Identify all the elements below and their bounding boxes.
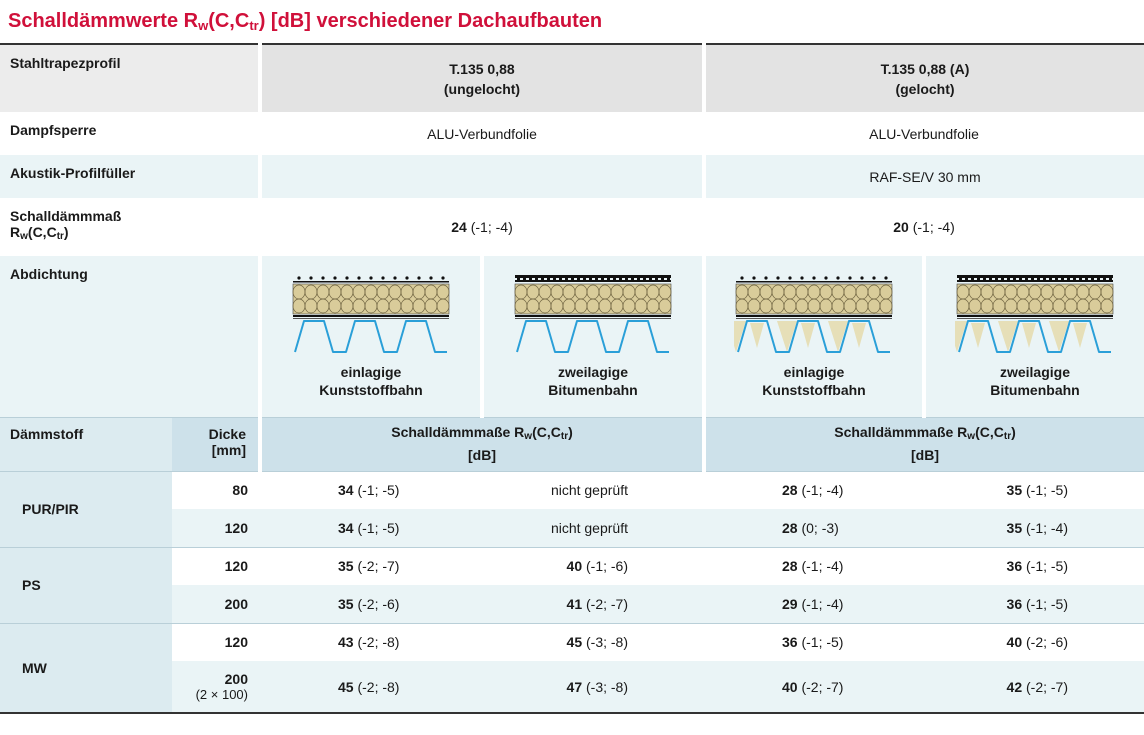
- fastener-dot: [405, 277, 408, 280]
- value-cell: [260, 509, 482, 547]
- value-cell: [924, 471, 1144, 509]
- fastener-dot: [800, 277, 803, 280]
- vapor-barrier-line-2: [957, 318, 1113, 319]
- value-main: 28: [782, 519, 798, 536]
- fastener-dot: [369, 277, 372, 280]
- value-detail: (-3; -8): [582, 678, 628, 695]
- sealing-diagram-cell: [924, 256, 1144, 417]
- value-cell: [704, 585, 924, 623]
- value-detail: (-2; -6): [1022, 634, 1068, 651]
- membrane-dash: [1037, 278, 1040, 280]
- filler-wedge: [750, 323, 764, 348]
- value-detail: (-1; -5): [353, 519, 400, 536]
- sealing-diagram-cell: [260, 256, 482, 417]
- fastener-dot: [884, 277, 887, 280]
- fastener-dot: [776, 277, 779, 280]
- label-acoustic-filler: Akustik-Profilfüller: [0, 155, 260, 198]
- value-detail: (-2; -7): [582, 595, 628, 612]
- membrane-dash: [1067, 278, 1070, 280]
- filler-col2: RAF-SE/V 30 mm: [704, 155, 1144, 198]
- membrane-dash: [1103, 278, 1106, 280]
- fastener-dot: [752, 277, 755, 280]
- sound-insulation-table: [0, 43, 1144, 714]
- row-acoustic-filler: [0, 155, 1144, 198]
- material-name: MW: [0, 623, 172, 713]
- fastener-dot: [824, 277, 827, 280]
- value-main: 40: [566, 558, 583, 575]
- value-main: 35: [338, 558, 354, 575]
- sealing-caption-line1: einlagige: [783, 364, 845, 381]
- sealing-caption-line2: Kunststoffbahn: [762, 382, 866, 399]
- table-row: [0, 471, 1144, 509]
- value-cell: [482, 547, 704, 585]
- sealing-caption: [990, 363, 1079, 399]
- trapezoid-deck: [295, 321, 447, 352]
- membrane-dash: [989, 278, 992, 280]
- value-main: 35: [338, 595, 354, 612]
- membrane-dash: [613, 278, 616, 280]
- filler-wedge: [1022, 323, 1036, 348]
- sealing-caption-line1: zweilagige: [557, 364, 628, 381]
- value-main: 28: [782, 482, 798, 499]
- value-detail: (-1; -4): [797, 482, 844, 499]
- thickness-value: 120: [224, 558, 248, 575]
- thickness-cell: [172, 509, 260, 547]
- sealing-diagram-cell: [704, 256, 924, 417]
- membrane-dash: [577, 278, 580, 280]
- value-cell: [482, 661, 704, 713]
- sealing-diagram: [706, 273, 922, 399]
- vapor-barrier-line-2: [736, 318, 892, 319]
- insulation-values: [0, 471, 1144, 713]
- membrane-dash: [965, 278, 968, 280]
- thickness-cell: [172, 585, 260, 623]
- fastener-dot: [788, 277, 791, 280]
- membrane-dash: [977, 278, 980, 280]
- membrane-dash: [643, 278, 646, 280]
- membrane-layer: [736, 281, 892, 283]
- sealing-caption-line1: einlagige: [340, 364, 402, 381]
- membrane-layer-top: [515, 275, 671, 278]
- value-detail: (0; -3): [797, 519, 839, 536]
- vapor-barrier-line: [736, 315, 892, 317]
- value-cell: [704, 547, 924, 585]
- fastener-dot: [429, 277, 432, 280]
- membrane-fasteners: [740, 277, 887, 280]
- filler-wedge: [1073, 323, 1087, 348]
- sealing-caption-line2: Bitumenbahn: [548, 382, 638, 399]
- membrane-dash: [1091, 278, 1094, 280]
- value-main: 45: [566, 634, 583, 651]
- value-cell: [704, 471, 924, 509]
- membrane-dash: [1031, 278, 1034, 280]
- value-main: 36: [1006, 595, 1023, 612]
- value-cell: [482, 471, 704, 509]
- roof-buildup-diagram: [513, 273, 673, 355]
- value-main: 36: [782, 634, 798, 651]
- filler-col1: [260, 155, 704, 198]
- rw-col2: 20 (-1; -4): [893, 219, 955, 235]
- table-row: [0, 585, 1144, 623]
- vapor-barrier-line: [957, 315, 1113, 317]
- membrane-dash: [535, 278, 538, 280]
- membrane-dash: [523, 278, 526, 280]
- membrane-dash: [1085, 278, 1088, 280]
- membrane-dash: [1019, 278, 1022, 280]
- filler-wedge: [801, 323, 815, 348]
- membrane-dash: [553, 278, 556, 280]
- membrane-dash: [1079, 278, 1082, 280]
- membrane-dash: [607, 278, 610, 280]
- value-detail: (-1; -6): [582, 558, 628, 575]
- value-detail: (-2; -7): [797, 678, 844, 695]
- table-row: [0, 623, 1144, 661]
- value-main: 41: [566, 595, 583, 612]
- membrane-dash: [1025, 278, 1028, 280]
- value-detail: (-1; -5): [1022, 595, 1068, 612]
- fastener-dot: [321, 277, 324, 280]
- membrane-dash: [583, 278, 586, 280]
- filler-wedge: [852, 323, 866, 348]
- membrane-dash: [649, 278, 652, 280]
- material-name: PS: [0, 547, 172, 623]
- thickness-value: 120: [224, 519, 248, 536]
- value-detail: (-2; -6): [353, 595, 400, 612]
- value-detail: (-2; -7): [353, 558, 400, 575]
- header-values-group-2: Schalldämmmaße $R_w(C,C_{tr})$ [dB]: [704, 417, 1144, 471]
- membrane-dash: [529, 278, 532, 280]
- value-main: 45: [338, 678, 354, 695]
- value-detail: (-1; -5): [797, 634, 844, 651]
- membrane-dash: [1073, 278, 1076, 280]
- fastener-dot: [357, 277, 360, 280]
- row-insulation-header: [0, 417, 1144, 471]
- value-main: 47: [566, 678, 583, 695]
- value-main: 34: [338, 482, 354, 499]
- page-title: Schalldämmwerte $R_w(C,C_{tr})$ [dB] verschiedener Dachaufbauten: [8, 10, 603, 33]
- fastener-dot: [441, 277, 444, 280]
- value-cell: [924, 623, 1144, 661]
- value-cell: [260, 623, 482, 661]
- value-cell: [704, 623, 924, 661]
- vapor-col1: ALU-Verbundfolie: [427, 125, 537, 142]
- membrane-dash: [601, 278, 604, 280]
- membrane-dash: [1097, 278, 1100, 280]
- value-detail: (-1; -4): [797, 558, 844, 575]
- vapor-col2: ALU-Verbundfolie: [869, 125, 979, 142]
- value-cell: [704, 661, 924, 713]
- sealing-caption: [319, 363, 422, 399]
- membrane-dash: [995, 278, 998, 280]
- sealing-caption-line1: zweilagige: [999, 364, 1070, 381]
- thickness-value: 200: [224, 595, 248, 612]
- value-cell: [924, 547, 1144, 585]
- fastener-dot: [848, 277, 851, 280]
- thickness-cell: [172, 623, 260, 661]
- membrane-layer: [293, 281, 449, 283]
- value-main: 43: [338, 634, 354, 651]
- fastener-dot: [393, 277, 396, 280]
- vapor-barrier-line-2: [515, 318, 671, 319]
- fastener-dot: [345, 277, 348, 280]
- thickness-value: 200: [224, 671, 248, 687]
- membrane-dash: [619, 278, 622, 280]
- profile-perforated: T.135 0,88 (A) (gelocht): [704, 44, 1144, 112]
- membrane-dashes: [517, 278, 670, 280]
- acoustic-filler: [734, 321, 866, 352]
- roof-buildup-diagram: [734, 273, 894, 355]
- value-main: 35: [1006, 482, 1023, 499]
- roof-buildup-diagram: [291, 273, 451, 355]
- membrane-dash: [547, 278, 550, 280]
- membrane-dash: [971, 278, 974, 280]
- membrane-dash: [631, 278, 634, 280]
- value-main: 40: [782, 678, 798, 695]
- sealing-caption: [762, 363, 865, 399]
- thickness-cell: [172, 547, 260, 585]
- membrane-dash: [625, 278, 628, 280]
- fastener-dot: [860, 277, 863, 280]
- value-main: 29: [782, 595, 798, 612]
- label-sound-reduction: Schalldämmmaß $R_w(C,C_{tr})$: [10, 208, 122, 242]
- value-detail: (-1; -4): [1022, 519, 1068, 536]
- value-main: 40: [1006, 634, 1023, 651]
- fastener-dot: [740, 277, 743, 280]
- membrane-dash: [1043, 278, 1046, 280]
- sealing-diagram: [926, 273, 1144, 399]
- profile-unperforated: T.135 0,88 (ungelocht): [260, 44, 704, 112]
- label-vapor-barrier: Dampfsperre: [10, 122, 97, 138]
- membrane-dash: [517, 278, 520, 280]
- fastener-dot: [333, 277, 336, 280]
- trapezoid-deck: [517, 321, 669, 352]
- fastener-dot: [872, 277, 875, 280]
- value-cell: [260, 471, 482, 509]
- fastener-dot: [417, 277, 420, 280]
- membrane-dash: [655, 278, 658, 280]
- value-detail: (-1; -5): [1022, 558, 1068, 575]
- value-cell: [482, 585, 704, 623]
- value-detail: (-2; -8): [353, 678, 400, 695]
- membrane-dash: [1013, 278, 1016, 280]
- row-sealing: [0, 256, 1144, 417]
- membrane-dash: [589, 278, 592, 280]
- thickness-note: (2 × 100): [195, 687, 248, 702]
- membrane-layer-bottom: [515, 280, 671, 282]
- membrane-dash: [983, 278, 986, 280]
- value-main: 34: [338, 519, 354, 536]
- value-detail: nicht geprüft: [550, 519, 628, 536]
- fastener-dot: [297, 277, 300, 280]
- membrane-dash: [661, 278, 664, 280]
- value-cell: [260, 547, 482, 585]
- value-detail: (-1; -4): [797, 595, 844, 612]
- table-row: [0, 509, 1144, 547]
- header-thickness: Dicke [mm]: [172, 417, 260, 471]
- membrane-dash: [667, 278, 670, 280]
- fastener-dot: [764, 277, 767, 280]
- sealing-caption-line2: Kunststoffbahn: [319, 382, 423, 399]
- label-sealing: Abdichtung: [0, 256, 260, 417]
- rw-col1: 24 (-1; -4): [451, 219, 513, 235]
- value-cell: [924, 585, 1144, 623]
- thickness-cell: [172, 471, 260, 509]
- sealing-diagram: [262, 273, 480, 399]
- sealing-diagram: [484, 273, 702, 399]
- membrane-dash: [1049, 278, 1052, 280]
- value-cell: [704, 509, 924, 547]
- value-detail: (-1; -5): [353, 482, 400, 499]
- membrane-dash: [1109, 278, 1112, 280]
- membrane-dashes: [959, 278, 1112, 280]
- vapor-barrier-line: [293, 315, 449, 317]
- row-steel-profile: [0, 44, 1144, 112]
- value-detail: nicht geprüft: [550, 482, 628, 499]
- header-material: Dämmstoff: [0, 417, 172, 471]
- value-cell: [482, 509, 704, 547]
- value-main: 28: [782, 558, 798, 575]
- row-vapor-barrier: [0, 112, 1144, 155]
- filler-wedge: [971, 323, 985, 348]
- table-row: [0, 547, 1144, 585]
- header-values-group-1: Schalldämmmaße $R_w(C,C_{tr})$ [dB]: [260, 417, 704, 471]
- membrane-dash: [1055, 278, 1058, 280]
- value-main: 35: [1006, 519, 1023, 536]
- thickness-value: 120: [224, 634, 248, 651]
- membrane-dash: [637, 278, 640, 280]
- sealing-caption: [548, 363, 637, 399]
- label-steel-profile: Stahltrapezprofil: [0, 44, 260, 112]
- material-name: PUR/PIR: [0, 471, 172, 547]
- value-detail: (-1; -5): [1022, 482, 1068, 499]
- membrane-dash: [565, 278, 568, 280]
- sealing-caption-line2: Bitumenbahn: [990, 382, 1080, 399]
- thickness-cell: [172, 661, 260, 713]
- membrane-dash: [595, 278, 598, 280]
- membrane-dash: [959, 278, 962, 280]
- value-cell: [924, 661, 1144, 713]
- value-cell: [482, 623, 704, 661]
- roof-buildup-diagram: [955, 273, 1115, 355]
- sealing-diagram-cell: [482, 256, 704, 417]
- value-cell: [260, 661, 482, 713]
- fastener-dot: [836, 277, 839, 280]
- membrane-layer-bottom: [957, 280, 1113, 282]
- thickness-value: 80: [232, 482, 248, 499]
- membrane-layer-top: [957, 275, 1113, 278]
- value-cell: [924, 509, 1144, 547]
- value-detail: (-3; -8): [582, 634, 628, 651]
- membrane-dash: [1007, 278, 1010, 280]
- membrane-dash: [541, 278, 544, 280]
- value-main: 36: [1006, 558, 1023, 575]
- fastener-dot: [812, 277, 815, 280]
- vapor-barrier-line: [515, 315, 671, 317]
- row-sound-reduction: [0, 198, 1144, 256]
- value-main: 42: [1006, 678, 1023, 695]
- value-cell: [260, 585, 482, 623]
- membrane-dash: [559, 278, 562, 280]
- vapor-barrier-line-2: [293, 318, 449, 319]
- fastener-dot: [381, 277, 384, 280]
- value-detail: (-2; -7): [1022, 678, 1068, 695]
- membrane-fasteners: [297, 277, 444, 280]
- membrane-dash: [1001, 278, 1004, 280]
- table-row: [0, 661, 1144, 713]
- membrane-dash: [1061, 278, 1064, 280]
- acoustic-filler: [955, 321, 1087, 352]
- membrane-dash: [571, 278, 574, 280]
- value-detail: (-2; -8): [353, 634, 400, 651]
- fastener-dot: [309, 277, 312, 280]
